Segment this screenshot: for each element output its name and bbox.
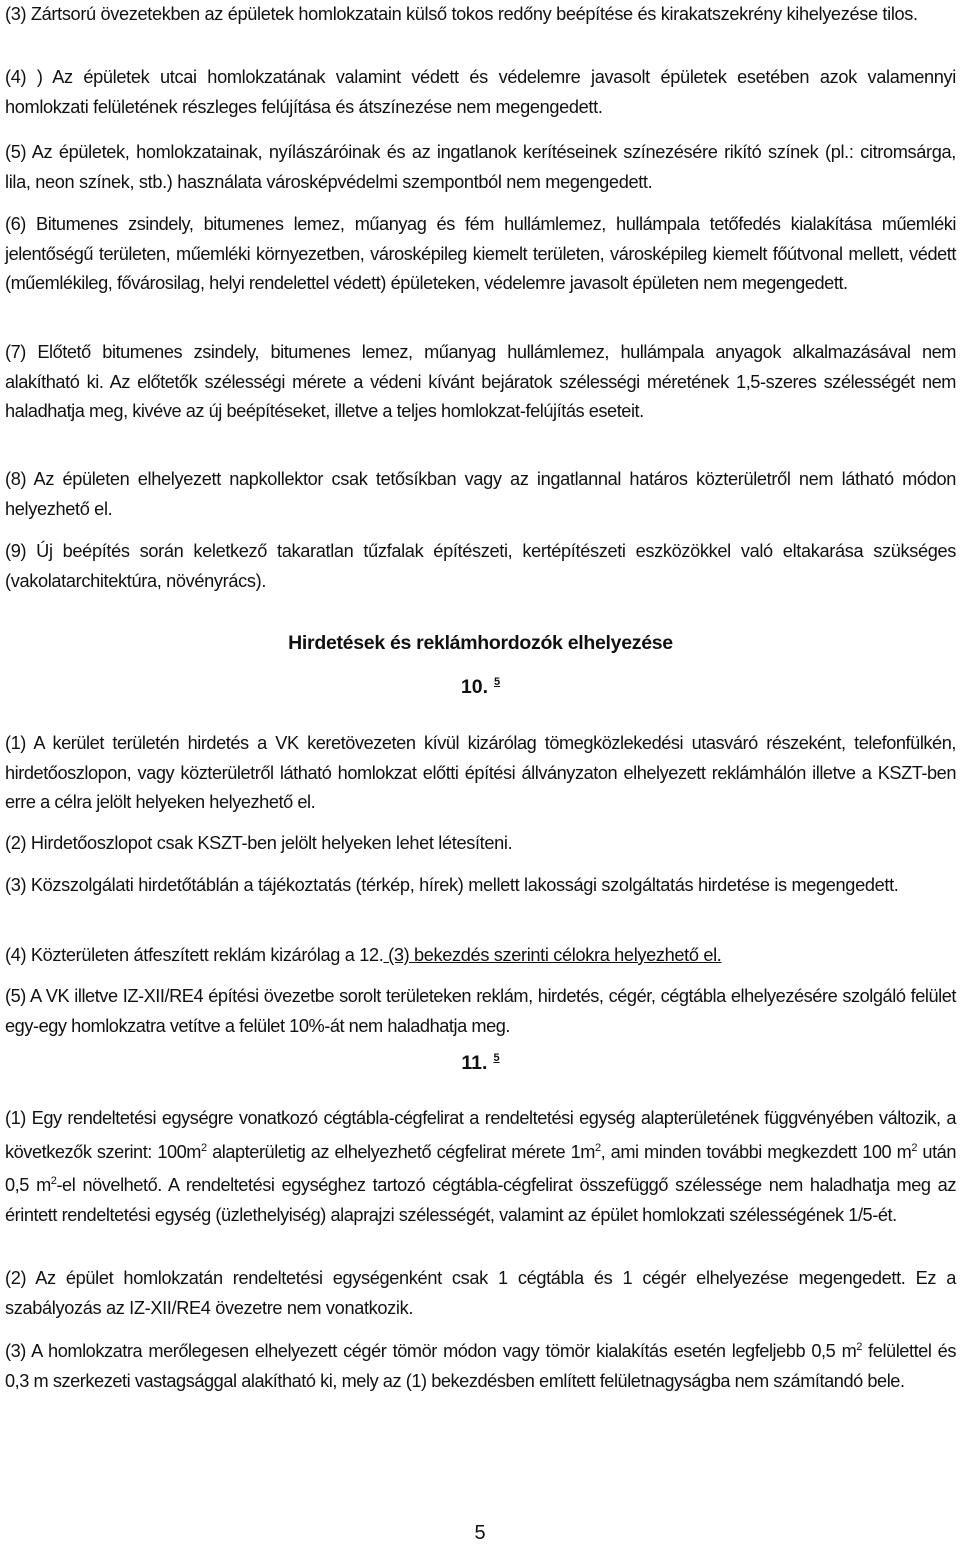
s11p1-e: -el növelhető. A rendeltetési egységhez tartozó cégtábla-cégfelirat összefüggő szélessége nem haladhatja meg az érintett rendeltetési egység (üzlethelyiség) alaprajzi szélességét, valamint az épület homlokzati szélességének 1/5-ét. xyxy=(5,1175,956,1225)
s11p1-d: után 0,5 m xyxy=(5,1141,957,1195)
paragraph-7: (7) Előtető bitumenes zsindely, bitumenes lemez, műanyag hullámlemez, hullámpala anyagok alkalmazásával nem alakítható ki. Az előtetők szélességi mérete a védeni kívánt bejáratok szélességi méretének 1,5-szeres szélességét nem haladhatja meg, kivéve az új beépítéseket, illetve a teljes homlokzat-felújítás eseteit. xyxy=(5,342,956,421)
s11p1-a: (1) Egy rendeltetési egységre vonatkozó cégtábla-cégfelirat a rendeltetési egység alapterületének függvényében változik, a következők szerint: 100m xyxy=(5,1108,956,1162)
section-10-label: 10. xyxy=(460,676,488,698)
paragraph-5: (5) Az épületek, homlokzatainak, nyílászáróinak és az ingatlanok kerítéseinek színezésére rikító színek (pl.: citromsárga, lila, neon színek, stb.) használata városképvédelmi szempontból nem megengedett. xyxy=(5,142,956,192)
s11p1-c: , ami minden további megkezdett 100 m xyxy=(600,1141,912,1162)
s11p3-a: (3) A homlokzatra merőlegesen elhelyezett cégér tömör módon vagy tömör kialakítás esetén legfeljebb 0,5 m xyxy=(5,1341,857,1361)
section-11-footnote-link[interactable]: 5 xyxy=(493,1052,500,1064)
s11p1-sup3: 2 xyxy=(911,1141,917,1154)
s11p1-b: alapterületig az elhelyezhető cégfelirat mérete 1m xyxy=(206,1141,595,1162)
s10-paragraph-1: (1) A kerület területén hirdetés a VK keretövezeten kívül kizárólag tömegközlekedési utasváró részeként, telefonfülkén, hirdetőoszlopon, vagy közterületről látható homlokzat előtti építési állványzaton elhelyezett reklámhálón illetve a KSZT-ben erre a célra jelölt helyeken helyezhető el. xyxy=(5,733,956,812)
s11p1-sup4: 2 xyxy=(50,1175,57,1187)
s11-paragraph-3 xyxy=(5,1333,956,1396)
section-11-label: 11. xyxy=(461,1052,488,1074)
paragraph-3: (3) Zártsorú övezetekben az épületek homlokzatain külső tokos redőny beépítése és kirakatszekrény kihelyezése tilos. xyxy=(5,4,918,24)
paragraph-9: (9) Új beépítés során keletkező takaratlan tűzfalak építészeti, kertépítészeti eszközökkel való eltakarása szükséges (vakolatarchitektúra, növényrács). xyxy=(5,541,956,591)
s11p3-sup: 2 xyxy=(856,1341,862,1353)
s10-paragraph-4-text-a: (4) Közterületen átfeszített reklám kizárólag a 12. xyxy=(5,945,384,965)
s10-paragraph-5: (5) A VK illetve IZ-XII/RE4 építési övezetbe sorolt területeken reklám, hirdetés, cégér, cégtábla elhelyezésére szolgáló felület egy-egy homlokzatra vetítve a felület 10%-át nem haladhatja meg. xyxy=(5,986,956,1036)
section-11-number xyxy=(5,1052,956,1075)
paragraph-4: (4) ) Az épületek utcai homlokzatának valamint védett és védelemre javasolt épületek esetében azok valamennyi homlokzati felületének részleges felújítása és átszínezése nem megengedett. xyxy=(5,67,956,117)
s10-paragraph-4-text-b[interactable]: (3) bekezdés szerinti célokra helyezhető el. xyxy=(383,945,722,965)
section-10-footnote-link[interactable]: 5 xyxy=(493,676,501,688)
paragraph-8: (8) Az épületen elhelyezett napkollektor csak tetősíkban vagy az ingatlannal határos közterületről nem látható módon helyezhető el. xyxy=(5,469,956,519)
section-heading: Hirdetések és reklámhordozók elhelyezése xyxy=(288,632,673,654)
s10-paragraph-2: (2) Hirdetőoszlopot csak KSZT-ben jelölt helyeken lehet létesíteni. xyxy=(5,833,513,853)
s11p3-b: felülettel és 0,3 m szerkezeti vastagsággal alakítható ki, mely az (1) bekezdésben említett felületnagyságba nem számítandó bele. xyxy=(5,1341,956,1391)
s11p1-sup1: 2 xyxy=(201,1141,207,1154)
s10-paragraph-3: (3) Közszolgálati hirdetőtáblán a tájékoztatás (térkép, hírek) mellett lakossági szolgáltatás hirdetése is megengedett. xyxy=(5,875,899,895)
s11p1-sup2: 2 xyxy=(594,1141,601,1154)
s11-paragraph-2: (2) Az épület homlokzatán rendeltetési egységenként csak 1 cégtábla és 1 cégér elhelyezése megengedett. Ez a szabályozás az IZ-XII/RE4 övezetre nem vonatkozik. xyxy=(5,1268,956,1318)
s11-paragraph-1 xyxy=(5,1104,956,1230)
section-10-number xyxy=(5,676,956,699)
page-number: 5 xyxy=(474,1522,486,1544)
s10-paragraph-4 xyxy=(5,941,956,971)
paragraph-6: (6) Bitumenes zsindely, bitumenes lemez, műanyag és fém hullámlemez, hullámpala tetőfedés kialakítása műemléki jelentőségű területen, műemléki környezetben, városképileg kiemelt területen, városképileg kiemelt főútvonal mellett, védett (műemlékileg, fővárosilag, helyi rendelettel védett) épületeken, védelemre javasolt épületen nem megengedett. xyxy=(5,214,956,293)
